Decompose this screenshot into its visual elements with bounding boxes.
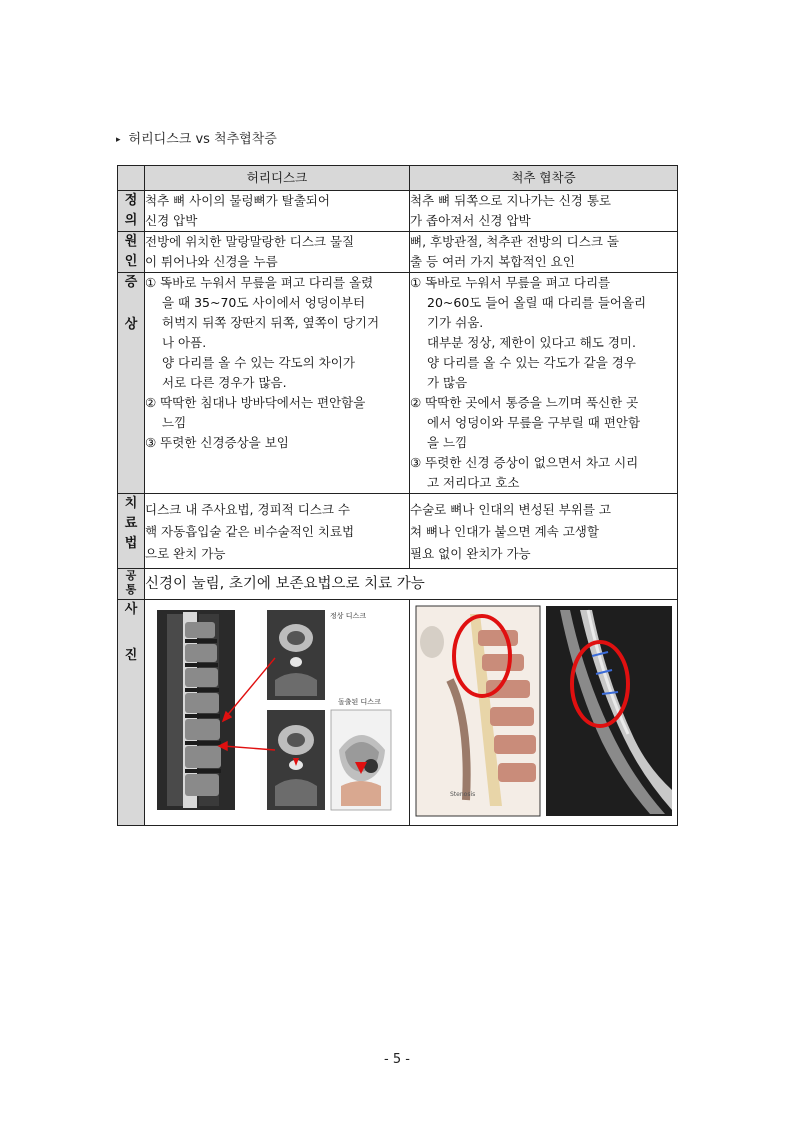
- header-stenosis: 척추 협착증: [410, 166, 678, 191]
- row-photo: [118, 600, 678, 826]
- text-line: 수술로 뼈나 인대의 변성된 부위를 고: [410, 502, 611, 517]
- text-line: ① 똑바로 누워서 무릎을 펴고 다리를 올렸: [145, 275, 374, 290]
- page-number: - 5 -: [384, 1052, 410, 1067]
- text-line: 양 다리를 올 수 있는 각도가 같을 경우: [427, 355, 636, 370]
- text-line: 신경 압박: [145, 213, 198, 228]
- axial-herniated-mri-image: [267, 710, 325, 810]
- text-line: ② 딱딱한 침대나 방바닥에서는 편안함을: [145, 395, 366, 410]
- text-line: 척추 뼈 뒤쪽으로 지나가는 신경 통로: [410, 193, 611, 208]
- symptom-stenosis: [410, 273, 678, 494]
- text-line: 전방에 위치한 말랑말랑한 디스크 물질: [145, 234, 355, 249]
- text-line: 고 저리다고 호소: [427, 475, 520, 490]
- text-line: 디스크 내 주사요법, 경피적 디스크 수: [145, 502, 350, 517]
- label-common: [118, 569, 145, 600]
- text-line: ③ 뚜렷한 신경 증상이 없으면서 차고 시리: [410, 455, 639, 470]
- text-line: 이 튀어나와 신경을 누름: [145, 254, 278, 269]
- label-char: 법: [124, 536, 138, 551]
- text-line: 가 많음: [427, 375, 468, 390]
- row-common: [118, 569, 678, 600]
- axial-normal-mri-image: [267, 610, 325, 700]
- label-char: 상: [124, 317, 138, 332]
- label-cause: [118, 232, 145, 273]
- text-line: 출 등 여러 가지 복합적인 요인: [410, 254, 575, 269]
- disc-illustration: [331, 710, 391, 810]
- text-line: 으로 완치 가능: [145, 546, 226, 561]
- label-char: 증: [124, 275, 138, 290]
- text-line: 대부분 정상, 제한이 있다고 해도 경미.: [427, 335, 636, 350]
- bullet-icon: ▸: [116, 135, 121, 145]
- label-char: 정: [124, 193, 138, 208]
- label-definition: [118, 191, 145, 232]
- common-text: 신경이 눌림, 초기에 보존요법으로 치료 가능: [145, 569, 678, 600]
- treatment-stenosis: [410, 494, 678, 569]
- sagittal-mri-image: [157, 610, 235, 810]
- stenosis-mri-image: [546, 606, 672, 816]
- header-disc: 허리디스크: [145, 166, 410, 191]
- label-char: 공: [125, 569, 137, 582]
- herniated-disc-caption: 돌출된 디스크: [338, 698, 381, 706]
- text-line: 허벅지 뒤쪽 장딴지 뒤쪽, 옆쪽이 당기거: [162, 315, 380, 330]
- label-char: 사: [124, 602, 138, 617]
- label-char: 진: [124, 648, 138, 663]
- definition-disc: [145, 191, 410, 232]
- comparison-table: [117, 165, 678, 826]
- symptom-disc: [145, 273, 410, 494]
- text-line: 가 좁아져서 신경 압박: [410, 213, 531, 228]
- heading-text: 허리디스크 vs 척추협착증: [128, 132, 277, 147]
- text-line: 기가 쉬움.: [427, 315, 484, 330]
- text-line: ② 딱딱한 곳에서 통증을 느끼며 푹신한 곳: [410, 395, 639, 410]
- treatment-disc: [145, 494, 410, 569]
- label-char: 료: [124, 516, 138, 531]
- label-char: 인: [124, 254, 138, 269]
- label-char: 치: [124, 496, 138, 511]
- cause-stenosis: [410, 232, 678, 273]
- photo-disc: [145, 600, 410, 826]
- row-cause: [118, 232, 678, 273]
- text-line: 척추 뼈 사이의 물렁뼈가 탈출되어: [145, 193, 330, 208]
- text-line: 나 아픔.: [162, 335, 207, 350]
- stenosis-illustration: [416, 606, 540, 816]
- disc-mri-figure: [145, 600, 410, 825]
- definition-stenosis: [410, 191, 678, 232]
- label-photo: [118, 600, 145, 826]
- text-line: 핵 자동흡입술 같은 비수술적인 치료법: [145, 524, 355, 539]
- text-line: 을 느낌: [427, 435, 468, 450]
- header-row: [118, 166, 678, 191]
- header-corner: [118, 166, 145, 191]
- text-line: 뼈, 후방관절, 척추관 전방의 디스크 돌: [410, 234, 619, 249]
- label-char: 원: [124, 234, 138, 249]
- text-line: 필요 없이 완치가 가능: [410, 546, 531, 561]
- row-treatment: [118, 494, 678, 569]
- text-line: 20~60도 들어 올릴 때 다리를 들어올리: [427, 295, 647, 310]
- photo-stenosis: [410, 600, 678, 826]
- row-definition: [118, 191, 678, 232]
- text-line: 쳐 뼈나 인대가 붙으면 계속 고생할: [410, 524, 599, 539]
- text-line: 에서 엉덩이와 무릎을 구부릴 때 편안함: [427, 415, 641, 430]
- label-treatment: [118, 494, 145, 569]
- section-heading: [116, 128, 277, 147]
- cause-disc: [145, 232, 410, 273]
- text-line: 을 때 35~70도 사이에서 엉덩이부터: [162, 295, 366, 310]
- normal-disc-caption: 정상 디스크: [330, 612, 367, 620]
- text-line: ③ 뚜렷한 신경증상을 보임: [145, 435, 289, 450]
- row-symptom: [118, 273, 678, 494]
- text-line: 느낌: [162, 415, 187, 430]
- label-symptom: [118, 273, 145, 494]
- stenosis-figure: [410, 600, 678, 825]
- text-line: 양 다리를 올 수 있는 각도의 차이가: [162, 355, 355, 370]
- label-char: 통: [125, 583, 137, 596]
- text-line: ① 똑바로 누워서 무릎을 펴고 다리를: [410, 275, 611, 290]
- svg-text:Stenosis: Stenosis: [450, 791, 476, 798]
- label-char: 의: [124, 213, 138, 228]
- text-line: 서로 다른 경우가 많음.: [162, 375, 287, 390]
